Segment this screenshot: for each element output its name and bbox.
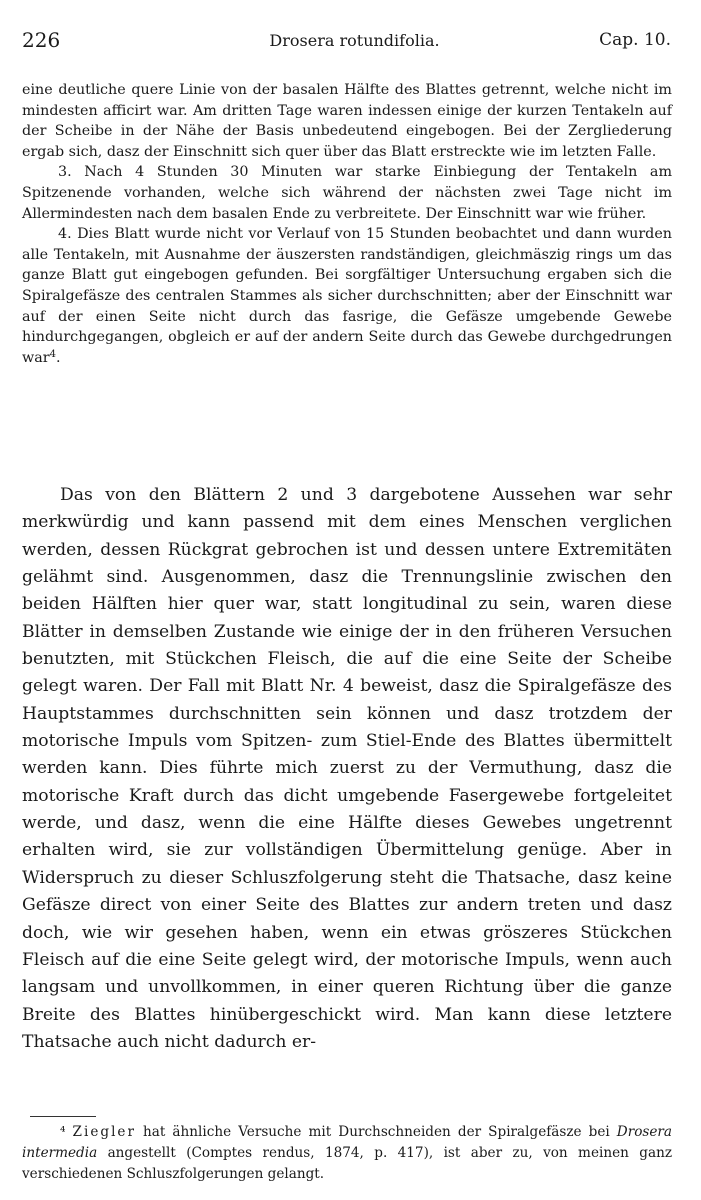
footnote-text-1: hat ähnliche Versuche mit Durchschneiden der Spiralgefäsze bei — [135, 1124, 617, 1140]
experiment-notes — [22, 80, 672, 368]
footnote-divider — [30, 1116, 96, 1117]
running-title: Drosera rotundifolia. — [269, 31, 440, 50]
footnote-author: Ziegler — [72, 1124, 136, 1140]
main-paragraph: Das von den Blättern 2 und 3 dargebotene Aussehen war sehr merkwürdig und kann passend mit dem eines Menschen verglichen werden, dessen Rückgrat gebrochen ist und dessen untere Extremitäten gelähmt sind. Ausgenommen, dasz die Trennungslinie zwischen den beiden Hälften hier quer war, statt longitudinal zu sein, waren diese Blätter in demselben Zustande wie einige der in den früheren Versuchen benutzten, mit Stückchen Fleisch, die auf die eine Seite der Scheibe gelegt waren. Der Fall mit Blatt Nr. 4 beweist, dasz die Spiralgefäsze des Hauptstammes durchschnitten sein können und dasz trotzdem der motorische Impuls vom Spitzen- zum Stiel-Ende des Blattes übermittelt werden kann. Dies führte mich zuerst zu der Vermuthung, dasz die motorische Kraft durch das dicht umgebende Fasergewebe fortgeleitet werde, und dasz, wenn die eine Hälfte dieses Gewebes ungetrennt erhalten wird, sie zur vollständigen Übermittelung genüge. Aber in Widerspruch zu dieser Schluszfolgerung steht die Thatsache, dasz keine Gefäsze direct von einer Seite des Blattes zur andern treten und dasz doch, wie wir gesehen haben, wenn ein etwas gröszeres Stückchen Fleisch auf die eine Seite gelegt wird, der motorische Impuls, wenn auch langsam und unvollkommen, in einer queren Richtung über die ganze Breite des Blattes hinübergeschickt wird. Man kann diese letztere Thatsache auch nicht dadurch er- — [22, 485, 672, 1052]
page-header — [22, 28, 671, 62]
footnote-text-2: angestellt (Comptes rendus, 1874, p. 417), ist aber zu, von meinen ganz verschiedenen Schluszfolgerungen gelangt. — [22, 1145, 672, 1182]
experiment-item-4 — [22, 224, 672, 368]
page-number: 226 — [22, 28, 61, 52]
experiment-item-4-end: . — [55, 349, 61, 366]
footnote — [22, 1122, 672, 1185]
experiment-item-4-text: 4. Dies Blatt wurde nicht vor Verlauf von 15 Stunden beobachtet und dann wurden alle Tentakeln, mit Ausnahme der äuszersten randständigen, gleichmäszig rings um das ganze Blatt gut eingebogen gefunden. Bei sorgfältiger Untersuchung ergaben sich die Spiralgefäsze des centralen Stammes als sicher durchschnitten; aber der Einschnitt war auf der einen Seite nicht durch das fasrige, die Gefäsze umgebende Gewebe hindurchgegangen, obgleich er auf der andern Seite durch das Gewebe durchgedrungen war — [22, 226, 672, 366]
chapter-label: Cap. 10. — [599, 30, 671, 50]
continuation-paragraph: eine deutliche quere Linie von der basalen Hälfte des Blattes getrennt, welche nicht im mindesten afficirt war. Am dritten Tage waren indessen einige der kurzen Tentakeln auf der Scheibe in der Nähe der Basis unbedeutend eingebogen. Bei der Zergliederung ergab sich, dasz der Einschnitt sich quer über das Blatt erstreckte wie im letzten Falle. — [22, 82, 672, 160]
experiment-item-3: 3. Nach 4 Stunden 30 Minuten war starke Einbiegung der Tentakeln am Spitzenende vorhanden, welche sich während der nächsten zwei Tage nicht im Allermindesten nach dem basalen Ende zu verbreitete. Der Einschnitt war wie früher. — [22, 164, 672, 222]
footnote-species: Drosera intermedia — [22, 1124, 673, 1161]
footnote-marker: ⁴ — [60, 1124, 66, 1140]
footnote-reference[interactable]: 4 — [49, 348, 56, 360]
